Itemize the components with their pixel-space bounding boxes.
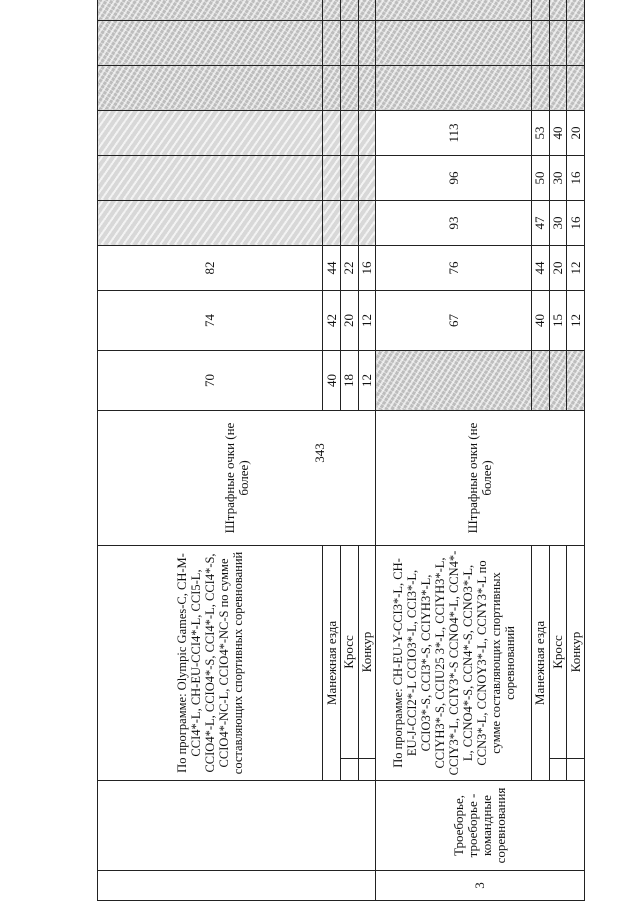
value-cell: 82 xyxy=(98,245,323,290)
value-cell: 40 xyxy=(532,290,550,350)
value-cell xyxy=(567,0,585,20)
value-cell xyxy=(532,20,550,65)
value-cell: 40 xyxy=(323,350,341,410)
value-cell: 30 xyxy=(549,155,567,200)
value-cell: 12 xyxy=(567,290,585,350)
value-cell: 70 xyxy=(98,350,323,410)
value-cell: 12 xyxy=(567,245,585,290)
standards-table xyxy=(97,0,585,901)
sub-spacer-cell xyxy=(358,759,376,781)
penalty-label-cell: Штрафные очки (не более) xyxy=(98,410,376,545)
sub-name-cell: Кросс xyxy=(549,545,567,758)
discipline-cell: Троеборье, троеборье - командные соревнования xyxy=(376,781,585,871)
sub-name-cell: Конкур xyxy=(358,545,376,758)
value-cell: 16 xyxy=(567,200,585,245)
value-cell xyxy=(549,20,567,65)
value-cell xyxy=(98,200,323,245)
value-cell: 20 xyxy=(567,110,585,155)
value-cell xyxy=(340,20,358,65)
value-cell: 40 xyxy=(549,110,567,155)
value-cell xyxy=(98,0,323,20)
value-cell: 16 xyxy=(567,155,585,200)
value-cell: 42 xyxy=(323,290,341,350)
value-cell xyxy=(358,200,376,245)
value-cell: 76 xyxy=(376,245,532,290)
value-cell xyxy=(567,350,585,410)
value-cell: 96 xyxy=(376,155,532,200)
value-cell xyxy=(98,155,323,200)
value-cell: 44 xyxy=(323,245,341,290)
value-cell: 16 xyxy=(358,245,376,290)
program-cell: По программе: CH-EU-Y-CCI3*-L, CH-EU-J-CCI2*-L CCIO3*-L, CCI3*-L, CCIO3*-S, CCI3*-S, CCIYH3*-L, CCIYH3*-S, CCIU25 3*-L, CCIYH3*-L, CCIY3*-L, CCIY3*-S CCNO4*-L, CCN4*-L, CCNO4*-S, CCN4*-S, CCNO3*-L, CCN3*-L, CCNOY3*-L, CCNY3*-L по сумме составляющих спортивных соревнований xyxy=(376,545,532,780)
value-cell xyxy=(376,20,532,65)
value-cell: 22 xyxy=(340,245,358,290)
value-cell xyxy=(323,110,341,155)
value-cell xyxy=(340,65,358,110)
value-cell xyxy=(340,155,358,200)
value-cell xyxy=(532,0,550,20)
discipline-cell xyxy=(98,781,376,871)
value-cell xyxy=(358,0,376,20)
value-cell xyxy=(98,20,323,65)
value-cell: 67 xyxy=(376,290,532,350)
sub-spacer-cell xyxy=(340,759,358,781)
value-cell xyxy=(98,65,323,110)
value-cell xyxy=(323,155,341,200)
value-cell xyxy=(532,65,550,110)
value-cell: 50 xyxy=(532,155,550,200)
value-cell xyxy=(376,350,532,410)
table-row xyxy=(376,0,532,901)
sub-spacer-cell xyxy=(549,759,567,781)
sub-name-cell: Манежная езда xyxy=(532,545,550,780)
value-cell: 53 xyxy=(532,110,550,155)
value-cell xyxy=(340,110,358,155)
value-cell: 12 xyxy=(358,290,376,350)
value-cell xyxy=(323,0,341,20)
value-cell: 15 xyxy=(549,290,567,350)
row-number-cell: 3 xyxy=(376,871,585,901)
value-cell xyxy=(323,200,341,245)
value-cell xyxy=(567,20,585,65)
value-cell: 20 xyxy=(340,290,358,350)
value-cell xyxy=(549,65,567,110)
value-cell: 30 xyxy=(549,200,567,245)
value-cell xyxy=(358,20,376,65)
value-cell: 113 xyxy=(376,110,532,155)
value-cell: 74 xyxy=(98,290,323,350)
value-cell: 44 xyxy=(532,245,550,290)
sub-name-cell: Манежная езда xyxy=(323,545,341,780)
value-cell xyxy=(340,200,358,245)
value-cell xyxy=(567,65,585,110)
sub-name-cell: Конкур xyxy=(567,545,585,758)
penalty-label-cell: Штрафные очки (не более) xyxy=(376,410,585,545)
row-number-cell xyxy=(98,871,376,901)
value-cell xyxy=(98,110,323,155)
value-cell: 47 xyxy=(532,200,550,245)
value-cell: 93 xyxy=(376,200,532,245)
program-cell: По программе: Olympic Games-C, CH-M-CCI4*-L, CH-EU-CCI4*-L, CCI5-L, CCIO4*-L, CCIO4*-S, CCI4*-L, CCI4*-S, CCIO4*-NC-L, CCIO4*-NC-S по сумме составляющих спортивных соревнований xyxy=(98,545,323,780)
value-cell xyxy=(376,0,532,20)
value-cell: 20 xyxy=(549,245,567,290)
table-row xyxy=(98,0,323,901)
standards-table-wrapper xyxy=(97,26,585,901)
value-cell: 12 xyxy=(358,350,376,410)
value-cell xyxy=(340,0,358,20)
value-cell xyxy=(358,65,376,110)
value-cell: 18 xyxy=(340,350,358,410)
value-cell xyxy=(358,110,376,155)
value-cell xyxy=(549,350,567,410)
sub-name-cell: Кросс xyxy=(340,545,358,758)
value-cell xyxy=(549,0,567,20)
value-cell xyxy=(323,65,341,110)
page-number: 343 xyxy=(312,443,327,463)
sub-spacer-cell xyxy=(567,759,585,781)
value-cell xyxy=(323,20,341,65)
standards-table-rotated xyxy=(97,26,585,901)
value-cell xyxy=(532,350,550,410)
value-cell xyxy=(358,155,376,200)
value-cell xyxy=(376,65,532,110)
